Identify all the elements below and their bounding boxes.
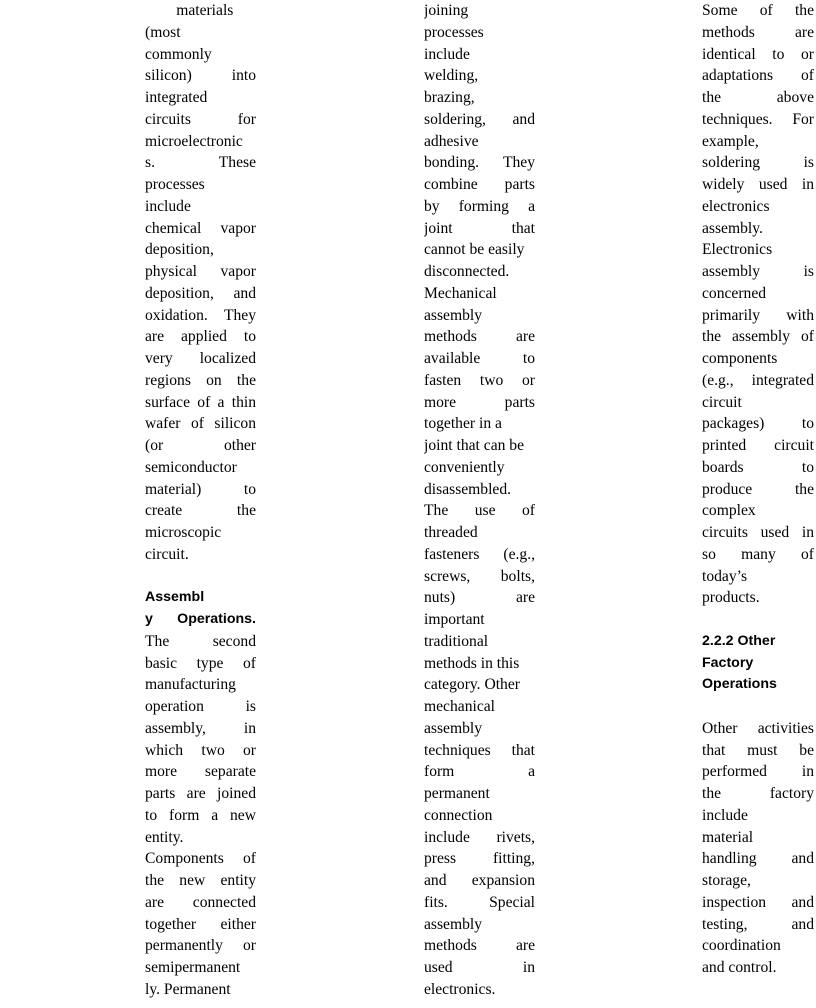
text-line: Other activities	[702, 719, 814, 737]
text-line: important	[424, 611, 485, 628]
text-line: create the	[145, 502, 256, 520]
text-line: combine parts	[424, 176, 535, 193]
text-line: s. These	[145, 154, 256, 172]
text-line: basic type of	[145, 654, 256, 672]
text-line: include	[145, 197, 191, 215]
text-line: are connected	[145, 893, 256, 911]
text-line: methods in this	[424, 654, 520, 672]
text-line: include	[702, 806, 748, 824]
text-line: include	[424, 45, 470, 63]
paragraph-gap	[702, 696, 814, 718]
text-line: The second	[145, 632, 256, 650]
text-line: ly. Permanent	[145, 980, 231, 998]
text-line: more separate	[145, 763, 256, 781]
section-heading	[702, 631, 814, 696]
text-line: material	[702, 828, 754, 846]
text-line: coordination	[702, 937, 781, 955]
text-line: circuit.	[145, 545, 189, 563]
paragraph	[702, 0, 814, 609]
text-line: surface of a thin	[145, 393, 256, 411]
heading-line: Assembl	[145, 589, 205, 606]
text-line: disconnected.	[424, 263, 510, 280]
text-line: joining	[424, 2, 469, 19]
text-line: (or other	[145, 437, 256, 454]
text-line: primarily with	[702, 306, 814, 324]
text-line: microscopic	[145, 524, 222, 541]
paragraph	[424, 0, 535, 1001]
text-line: testing, and	[702, 915, 814, 933]
text-line: chemical vapor	[145, 219, 256, 237]
text-line: today’s	[702, 567, 748, 585]
paragraph	[145, 631, 256, 1001]
text-line: entity.	[145, 828, 184, 846]
text-line: processes	[424, 23, 484, 41]
text-line: circuits used in	[702, 524, 814, 541]
text-line: to form a new	[145, 806, 256, 824]
text-column-2	[424, 0, 535, 1001]
text-line: circuits for	[145, 110, 256, 128]
text-line: fits. Special	[424, 893, 535, 911]
text-line: assembly.	[702, 219, 763, 237]
text-line: nuts) are	[424, 589, 535, 607]
paragraph	[145, 0, 256, 566]
paragraph-gap	[702, 609, 814, 631]
text-line: circuit	[702, 393, 742, 411]
text-line: press fitting,	[424, 850, 535, 868]
text-line: that must be	[702, 741, 814, 759]
text-line: (e.g., integrated	[702, 371, 814, 389]
text-line: storage,	[702, 872, 751, 889]
text-line: threaded	[424, 524, 478, 541]
text-line: adhesive	[424, 132, 479, 150]
text-line: performed in	[702, 763, 814, 781]
text-line: boards to	[702, 458, 814, 476]
text-line: very localized	[145, 350, 256, 367]
text-line: together either	[145, 915, 256, 933]
text-line: by forming a	[424, 197, 535, 215]
text-line: packages) to	[702, 415, 814, 433]
text-line: techniques that	[424, 741, 535, 759]
text-line: available to	[424, 350, 535, 367]
text-line: commonly	[145, 45, 212, 63]
text-line: techniques. For	[702, 110, 814, 128]
text-line: adaptations of	[702, 67, 814, 85]
text-line: parts are joined	[145, 785, 256, 802]
text-line: operation is	[145, 698, 256, 715]
text-line: widely used in	[702, 176, 814, 193]
text-line: (most	[145, 23, 181, 41]
text-line: Some of the	[702, 2, 814, 19]
text-line: inspection and	[702, 893, 814, 911]
text-line: physical vapor	[145, 263, 256, 280]
text-line: traditional	[424, 632, 489, 650]
text-line: concerned	[702, 284, 767, 302]
text-line: microelectronic	[145, 132, 243, 150]
text-line: methods are	[702, 23, 814, 41]
text-line: integrated	[145, 89, 208, 106]
text-line: fasteners (e.g.,	[424, 545, 535, 563]
paragraph	[702, 718, 814, 979]
text-line: so many of	[702, 545, 814, 563]
text-line: semiconductor	[145, 458, 237, 476]
paragraph-gap	[145, 566, 256, 588]
text-line: category. Other	[424, 676, 520, 694]
text-line: together in a	[424, 415, 502, 433]
text-line: mechanical	[424, 698, 495, 715]
text-line: The use of	[424, 502, 535, 520]
text-line: soldering is	[702, 154, 814, 172]
text-line: material) to	[145, 480, 256, 498]
heading-line: Operations	[702, 676, 777, 693]
text-line: used in	[424, 959, 535, 976]
text-line: materials	[145, 2, 234, 19]
text-line: cannot be easily	[424, 241, 525, 259]
text-line: produce the	[702, 480, 814, 498]
text-line: more parts	[424, 393, 535, 411]
text-line: fasten two or	[424, 371, 535, 389]
text-line: assembly is	[702, 263, 814, 280]
text-line: the factory	[702, 785, 814, 802]
text-line: are applied to	[145, 328, 256, 346]
text-line: products.	[702, 589, 760, 607]
text-line: methods are	[424, 328, 535, 346]
text-line: semipermanent	[145, 959, 241, 976]
text-line: components	[702, 350, 778, 367]
text-line: form a	[424, 763, 535, 781]
text-line: which two or	[145, 741, 256, 759]
text-line: printed circuit	[702, 437, 814, 454]
text-line: assembly	[424, 719, 483, 737]
text-line: deposition,	[145, 241, 214, 259]
text-line: oxidation. They	[145, 306, 256, 324]
text-line: silicon) into	[145, 67, 256, 85]
text-line: the above	[702, 89, 814, 106]
text-line: brazing,	[424, 89, 475, 106]
text-line: deposition, and	[145, 284, 256, 302]
text-line: the new entity	[145, 872, 256, 889]
text-line: screws, bolts,	[424, 567, 535, 585]
text-line: and expansion	[424, 872, 535, 889]
text-column-3	[702, 0, 814, 979]
text-line: manufacturing	[145, 676, 236, 694]
text-line: bonding. They	[424, 154, 535, 172]
text-line: handling and	[702, 850, 814, 868]
text-line: soldering, and	[424, 110, 535, 128]
text-line: assembly	[424, 915, 483, 933]
text-line: identical to or	[702, 45, 814, 63]
text-line: welding,	[424, 67, 479, 85]
text-line: and control.	[702, 959, 777, 976]
text-line: include rivets,	[424, 828, 535, 846]
text-line: electronics	[702, 197, 770, 215]
text-line: example,	[702, 132, 759, 150]
text-line: assembly, in	[145, 719, 256, 737]
text-line: joint that can be	[424, 437, 525, 454]
text-line: connection	[424, 806, 493, 824]
text-line: complex	[702, 502, 756, 520]
text-line: permanent	[424, 785, 490, 802]
text-line: the assembly of	[702, 328, 814, 346]
text-line: regions on the	[145, 371, 256, 389]
text-line: methods are	[424, 937, 535, 955]
text-line: processes	[145, 176, 205, 193]
text-line: disassembled.	[424, 480, 512, 498]
text-line: electronics.	[424, 980, 496, 998]
text-line: Mechanical	[424, 284, 497, 302]
heading-line: y Operations.	[145, 611, 256, 627]
text-line: conveniently	[424, 458, 505, 476]
text-line: permanently or	[145, 937, 256, 955]
text-line: Components of	[145, 850, 256, 868]
text-line: Electronics	[702, 241, 773, 259]
text-line: assembly	[424, 306, 483, 324]
section-heading	[145, 587, 256, 631]
heading-line: 2.2.2 Other	[702, 632, 776, 649]
heading-line: Factory	[702, 654, 754, 671]
text-line: joint that	[424, 219, 535, 237]
text-line: wafer of silicon	[145, 415, 256, 433]
text-column-1	[145, 0, 256, 1001]
